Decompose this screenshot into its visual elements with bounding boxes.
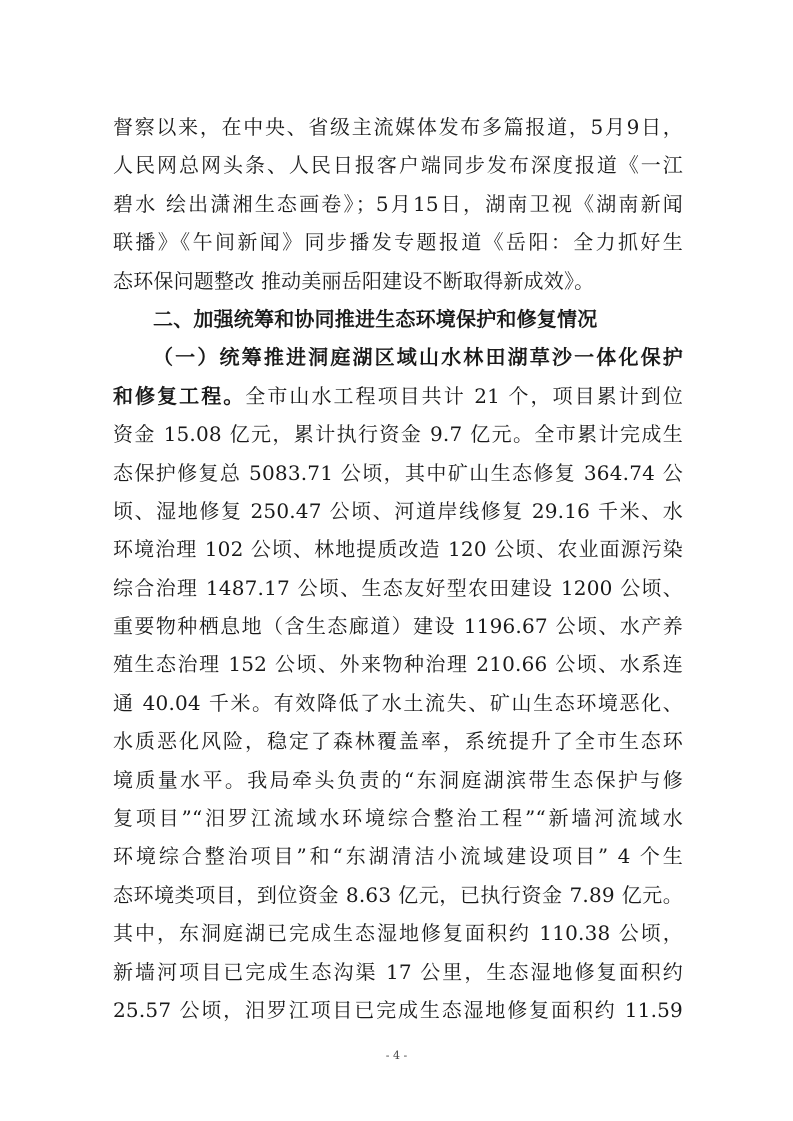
text-line: 联播》《午间新闻》同步播发专题报道《岳阳：全力抓好生 bbox=[113, 230, 683, 255]
text-line: 重要物种栖息地（含生态廊道）建设 1196.67 公顷、水产养 bbox=[113, 614, 683, 639]
text-line: 境质量水平。我局牵头负责的“东洞庭湖滨带生态保护与修 bbox=[113, 767, 683, 792]
text-line-content: 全市山水工程项目共计 21 个，项目累计到位 bbox=[245, 383, 683, 408]
text-line: 顷、湿地修复 250.47 公顷、河道岸线修复 29.16 千米、水 bbox=[113, 498, 683, 523]
page-number: - 4 - bbox=[385, 1049, 408, 1062]
section-heading: 二、加强统筹和协同推进生态环境保护和修复情况 bbox=[153, 306, 598, 331]
text-line: 环境治理 102 公顷、林地提质改造 120 公顷、农业面源污染 bbox=[113, 537, 683, 562]
text-line: 态环保问题整改 推动美丽岳阳建设不断取得新成效》。 bbox=[113, 268, 595, 293]
text-line: 其中，东洞庭湖已完成生态湿地修复面积约 110.38 公顷， bbox=[113, 921, 683, 946]
text-line: 复项目”“汨罗江流域水环境综合整治工程”“新墙河流域水 bbox=[113, 806, 683, 831]
text-line: 通 40.04 千米。有效降低了水土流失、矿山生态环境恶化、 bbox=[113, 690, 683, 715]
subsection-heading: （一）统筹推进洞庭湖区域山水林田湖草沙一体化保护 bbox=[153, 345, 683, 370]
text-line: 水质恶化风险，稳定了森林覆盖率，系统提升了全市生态环 bbox=[113, 729, 683, 754]
text-line: 新墙河项目已完成生态沟渠 17 公里，生态湿地修复面积约 bbox=[113, 959, 683, 984]
text-line: 25.57 公顷，汨罗江项目已完成生态湿地修复面积约 11.59 bbox=[113, 997, 683, 1022]
text-line: 人民网总网头条、人民日报客户端同步发布深度报道《一江 bbox=[113, 153, 683, 178]
text-line: 综合治理 1487.17 公顷、生态友好型农田建设 1200 公顷、 bbox=[113, 575, 683, 600]
text-line: 督察以来，在中央、省级主流媒体发布多篇报道，5月9日， bbox=[113, 115, 683, 139]
text-line: 碧水 绘出潇湘生态画卷》；5月15日，湖南卫视《湖南新闻 bbox=[113, 191, 683, 216]
text-line: 资金 15.08 亿元，累计执行资金 9.7 亿元。全市累计完成生 bbox=[113, 422, 683, 447]
text-line: 态环境类项目，到位资金 8.63 亿元，已执行资金 7.89 亿元。 bbox=[113, 882, 683, 907]
text-line: 态保护修复总 5083.71 公顷，其中矿山生态修复 364.74 公 bbox=[113, 460, 683, 485]
subsection-heading-end: 和修复工程。 bbox=[113, 383, 246, 408]
text-line bbox=[113, 377, 683, 415]
text-line: 环境综合整治项目”和“东湖清洁小流域建设项目” 4 个生 bbox=[113, 844, 683, 869]
body-text bbox=[113, 108, 683, 1029]
text-line: 殖生态治理 152 公顷、外来物种治理 210.66 公顷、水系连 bbox=[113, 652, 683, 677]
